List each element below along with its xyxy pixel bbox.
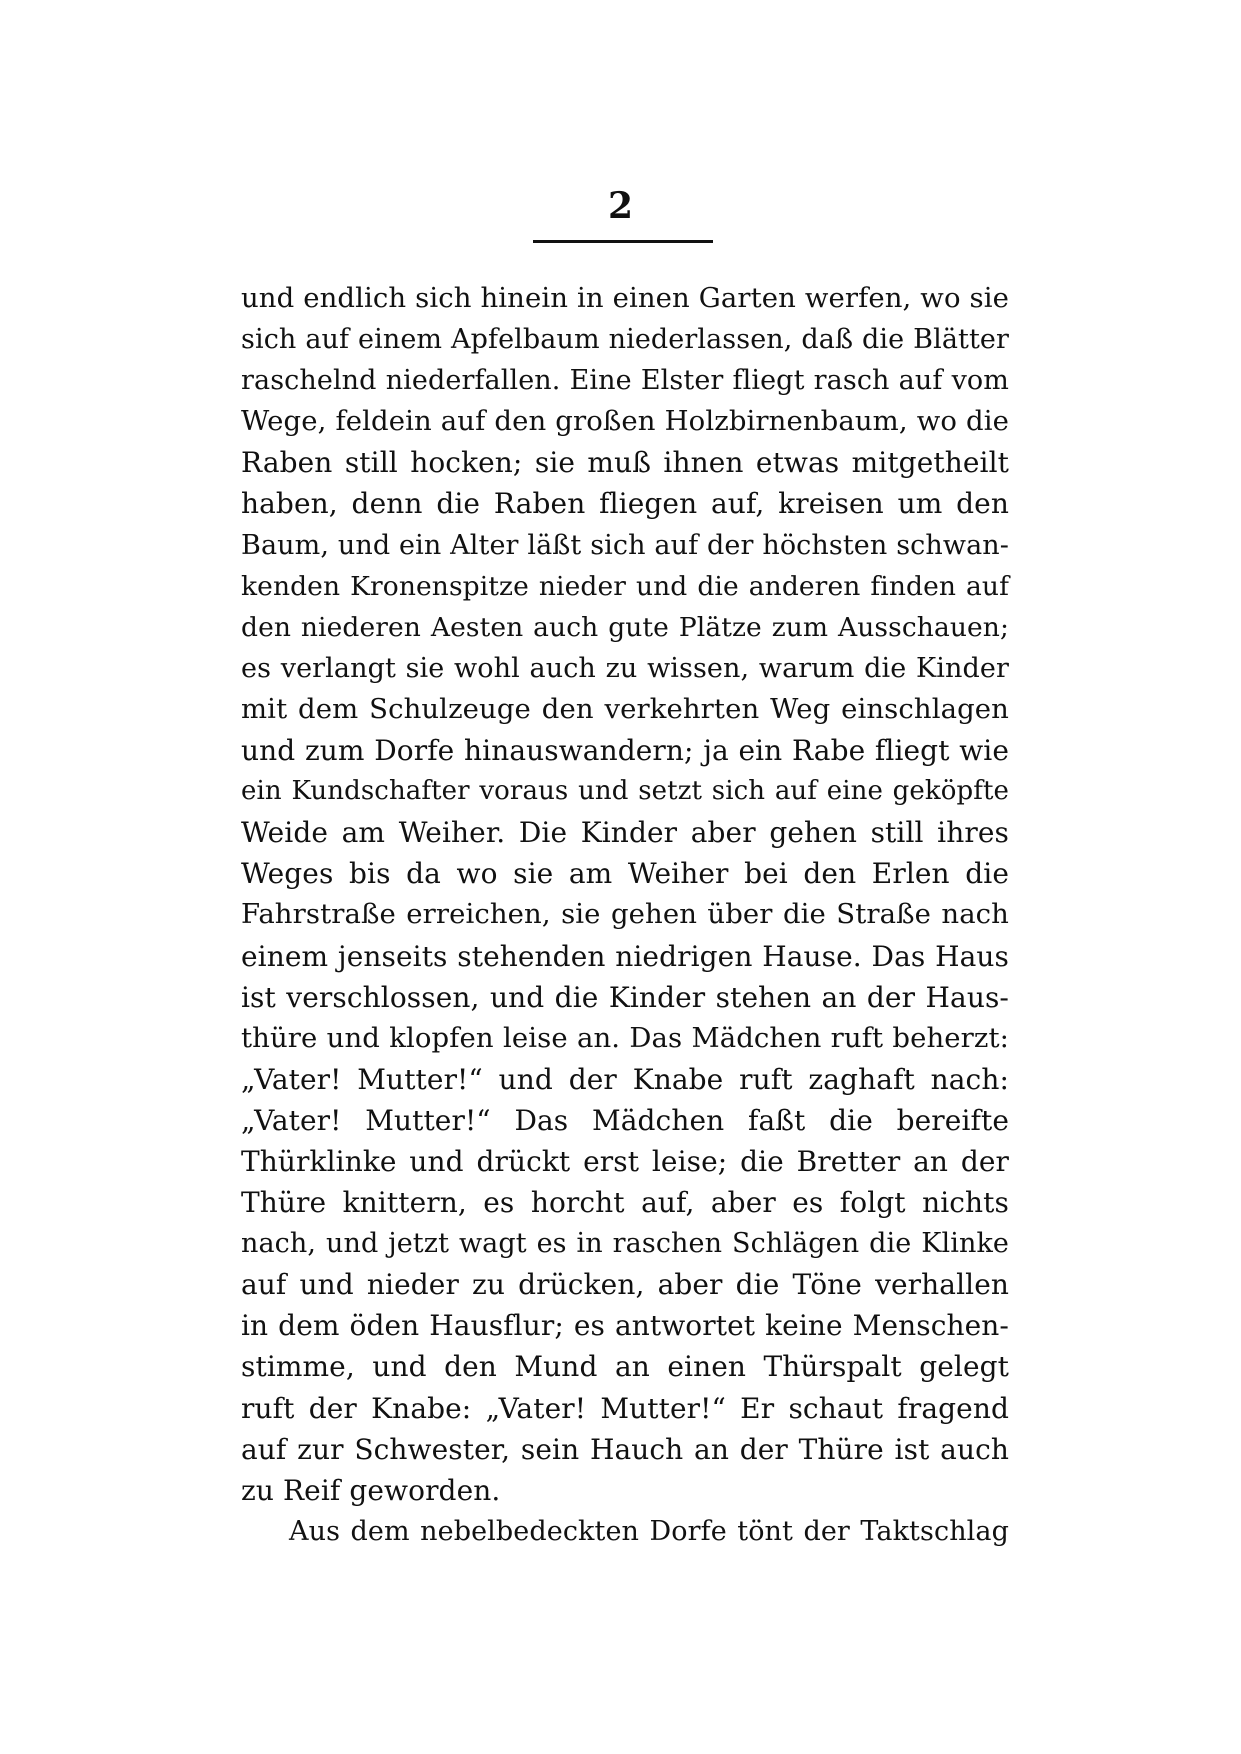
text-line: raschelnd niederfallen. Eine Elster fliegt rasch auf vom	[241, 365, 1009, 397]
text-line: in dem öden Hausflur; es antwortet keine Menschen-	[241, 1309, 1009, 1343]
text-line: auf und nieder zu drücken, aber die Töne verhallen	[241, 1268, 1009, 1302]
text-line: den niederen Aesten auch gute Plätze zum Ausschauen;	[241, 611, 1009, 643]
text-line: Weide am Weiher. Die Kinder aber gehen still ihres	[241, 816, 1009, 850]
text-line: „Vater! Mutter!“ und der Knabe ruft zaghaft nach:	[241, 1062, 1009, 1096]
text-line: auf zur Schwester, sein Hauch an der Thüre ist auch	[241, 1432, 1009, 1466]
text-line: „Vater! Mutter!“ Das Mädchen faßt die bereifte	[241, 1103, 1009, 1137]
text-line: Raben still hocken; sie muß ihnen etwas mitgetheilt	[241, 446, 1009, 480]
page-number: 2	[607, 185, 634, 227]
text-line: Fahrstraße erreichen, sie gehen über die Straße nach	[241, 898, 1009, 931]
text-line: Thürklinke und drückt erst leise; die Bretter an der	[241, 1144, 1009, 1178]
text-line: sich auf einem Apfelbaum niederlassen, daß die Blätter	[241, 324, 1009, 356]
text-line: Thüre knittern, es horcht auf, aber es folgt nichts	[241, 1186, 1009, 1220]
paragraph-start-line: Aus dem nebelbedeckten Dorfe tönt der Taktschlag	[289, 1515, 1009, 1547]
text-line: stimme, und den Mund an einen Thürspalt gelegt	[241, 1350, 1009, 1384]
text-line: ein Kundschafter voraus und setzt sich auf eine geköpfte	[241, 776, 1009, 807]
paragraph-end-line: zu Reif geworden.	[241, 1473, 501, 1507]
text-line: nach, und jetzt wagt es in raschen Schlägen die Klinke	[241, 1228, 1009, 1260]
text-line: ruft der Knabe: „Vater! Mutter!“ Er schaut fragend	[241, 1391, 1009, 1425]
body-text	[241, 278, 1009, 1552]
text-line: kenden Kronenspitze nieder und die anderen finden auf	[241, 570, 1009, 602]
text-line: es verlangt sie wohl auch zu wissen, warum die Kinder	[241, 652, 1009, 684]
text-line: thüre und klopfen leise an. Das Mädchen ruft beherzt:	[241, 1021, 1009, 1054]
header-rule	[533, 240, 713, 243]
text-line: Baum, und ein Alter läßt sich auf der höchsten schwan-	[241, 529, 1009, 561]
text-line: einem jenseits stehenden niedrigen Hause. Das Haus	[241, 939, 1009, 973]
text-line: mit dem Schulzeuge den verkehrten Weg einschlagen	[241, 692, 1009, 725]
text-line: und endlich sich hinein in einen Garten werfen, wo sie	[241, 282, 1009, 314]
text-line: und zum Dorfe hinauswandern; ja ein Rabe fliegt wie	[241, 734, 1009, 768]
text-line: Weges bis da wo sie am Weiher bei den Erlen die	[241, 857, 1009, 891]
text-line: haben, denn die Raben fliegen auf, kreisen um den	[241, 487, 1009, 521]
text-line: ist verschlossen, und die Kinder stehen an der Haus-	[241, 980, 1009, 1014]
text-line: Wege, feldein auf den großen Holzbirnenbaum, wo die	[241, 405, 1009, 438]
